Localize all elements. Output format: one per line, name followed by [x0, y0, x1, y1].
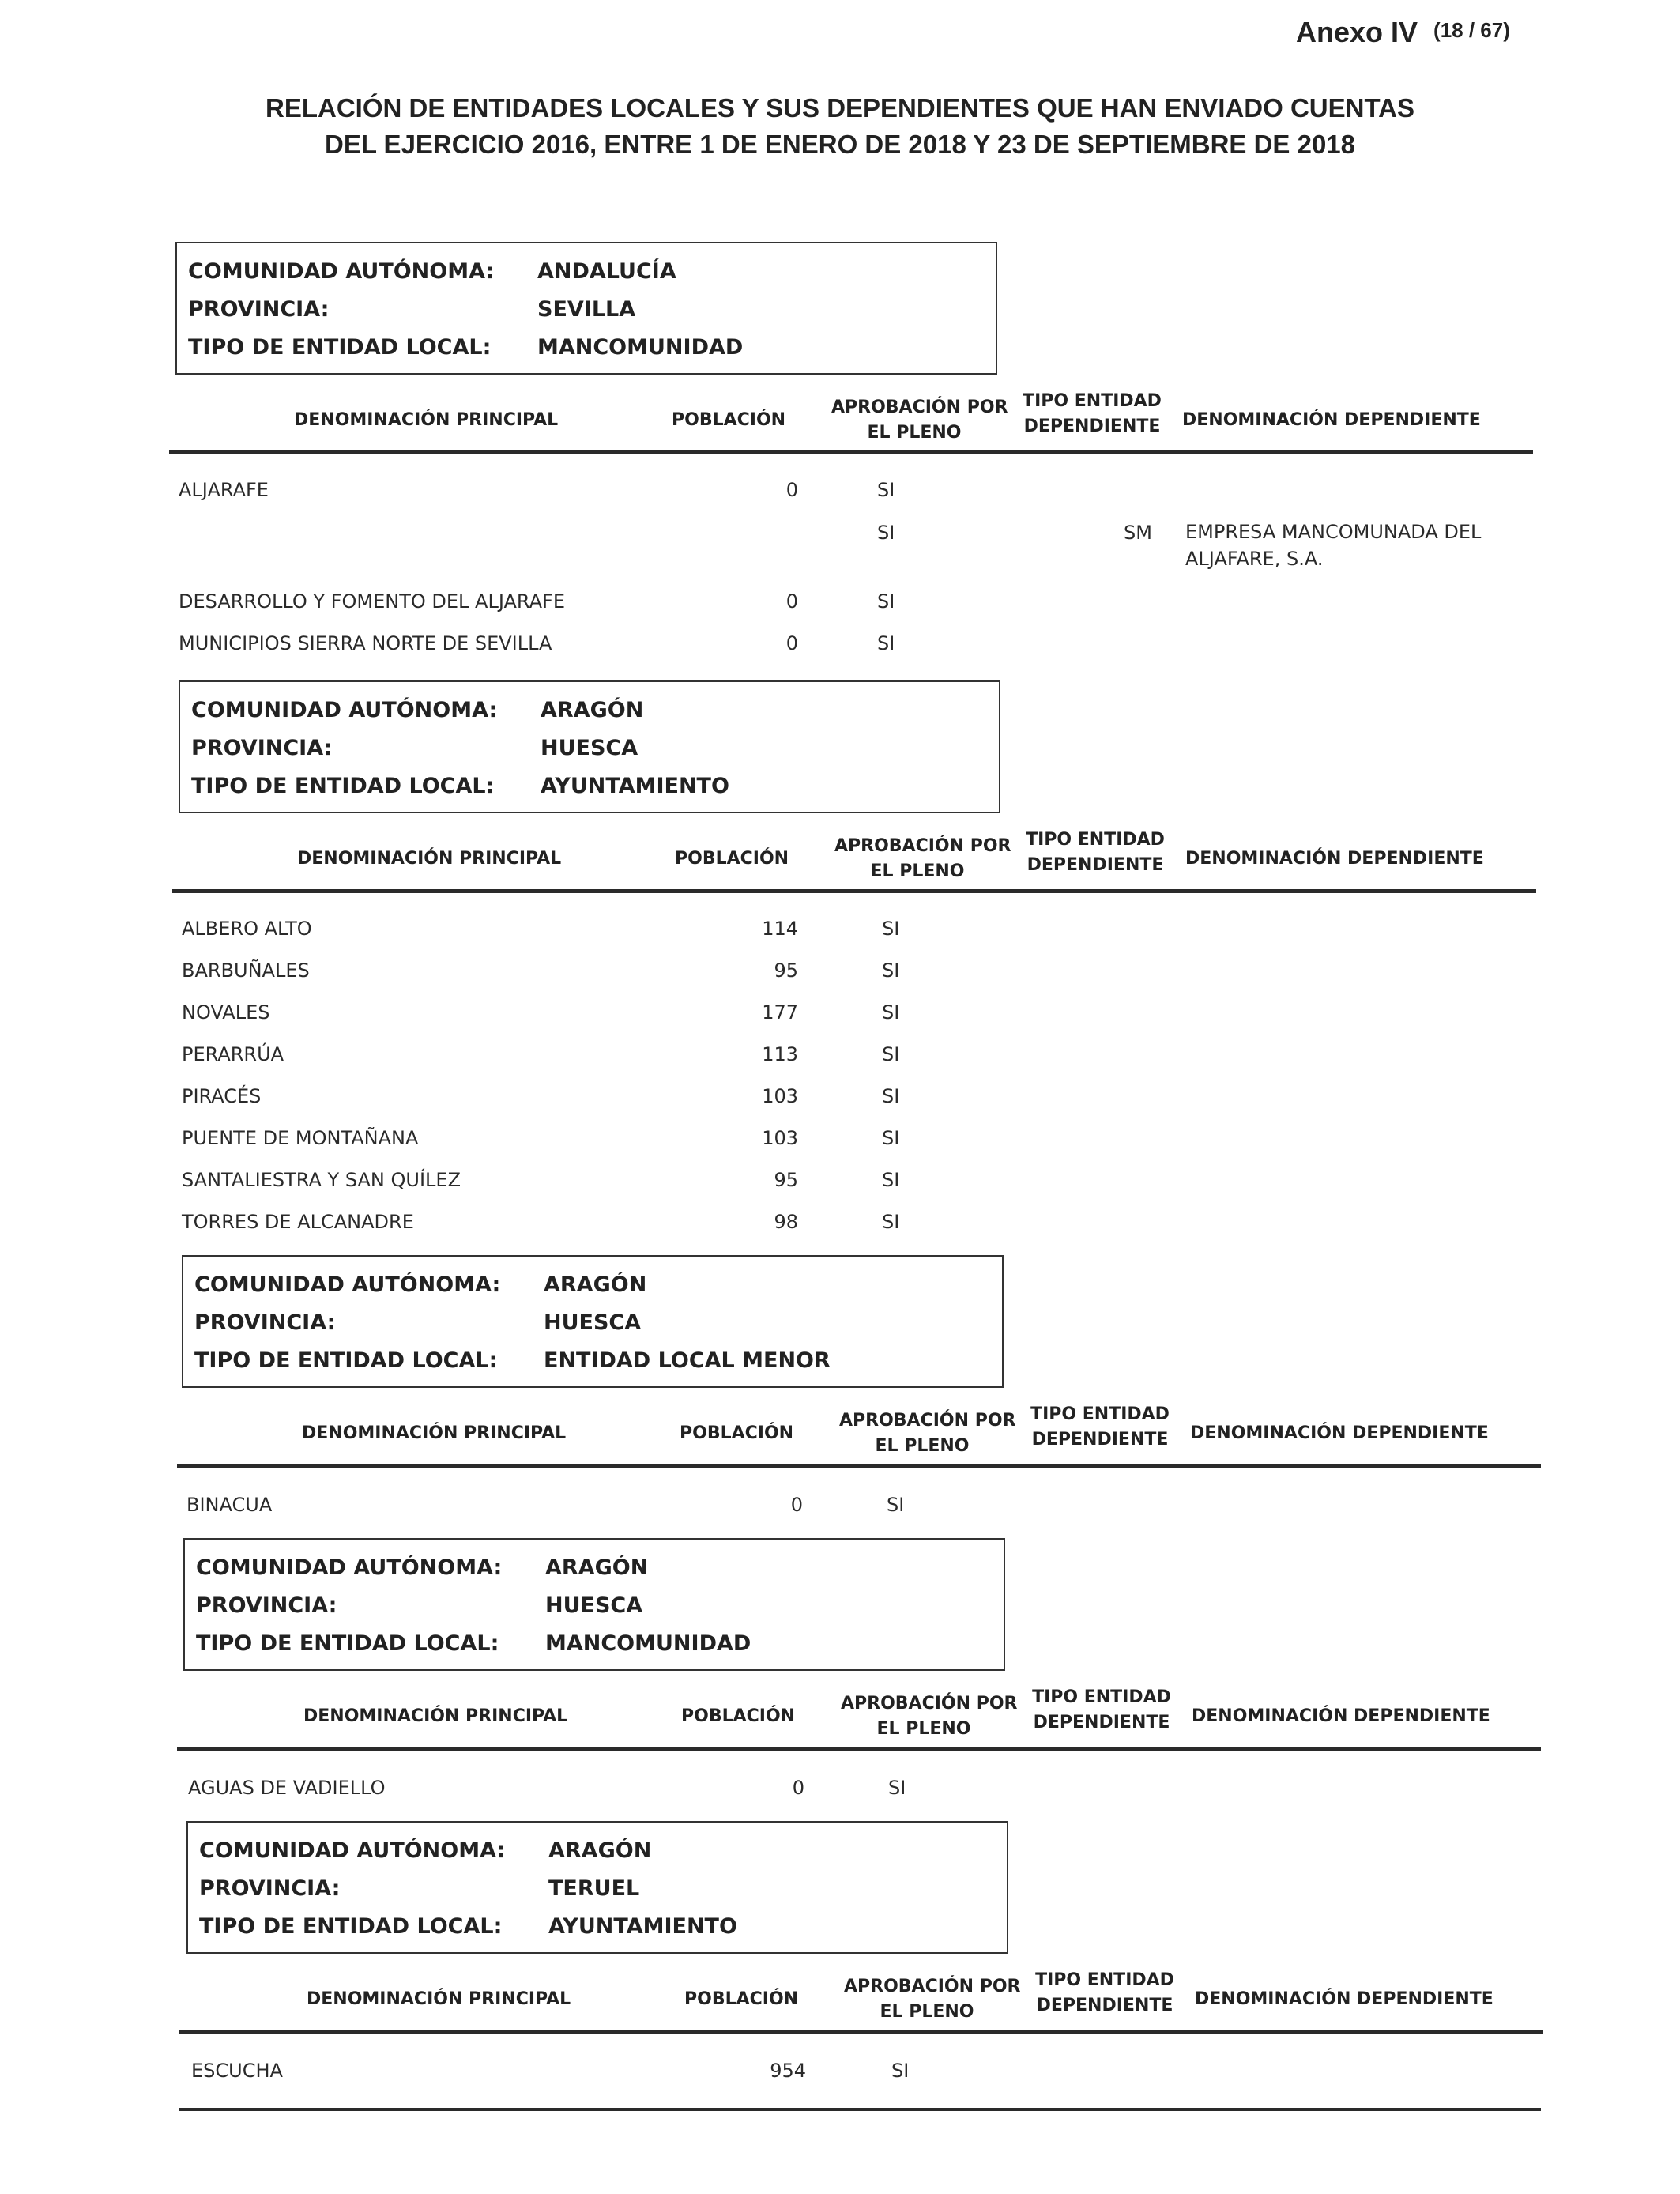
row-aprobacion: SI [891, 2060, 910, 2082]
col-tipo-line2: DEPENDIENTE [1023, 417, 1161, 436]
provincia-label: PROVINCIA: [196, 1593, 337, 1618]
col-aprobacion-line2: EL PLENO [880, 2002, 974, 2022]
comunidad-label: COMUNIDAD AUTÓNOMA: [196, 1555, 503, 1580]
row-aprobacion: SI [877, 590, 895, 613]
table-row [0, 1169, 1680, 1201]
comunidad-label: COMUNIDAD AUTÓNOMA: [194, 1272, 501, 1297]
col-poblacion: POBLACIÓN [680, 1423, 794, 1443]
table-row [0, 1127, 1680, 1159]
col-aprobacion [841, 1691, 1018, 1742]
row-poblacion: 95 [774, 959, 798, 982]
col-denominacion-principal: DENOMINACIÓN PRINCIPAL [303, 1706, 568, 1726]
row-aprobacion: SI [877, 479, 895, 501]
col-tipo-entidad [1035, 1968, 1174, 2019]
comunidad-value: ARAGÓN [548, 1838, 652, 1863]
row-name: ALBERO ALTO [182, 918, 312, 940]
col-denominacion-dependiente: DENOMINACIÓN DEPENDIENTE [1185, 849, 1484, 869]
tipo-label: TIPO DE ENTIDAD LOCAL: [199, 1914, 503, 1939]
row-aprobacion: SI [882, 1043, 900, 1065]
page-counter: (18 / 67) [1433, 18, 1510, 42]
col-tipo-line2: DEPENDIENTE [1033, 1713, 1170, 1732]
comunidad-label: COMUNIDAD AUTÓNOMA: [188, 259, 495, 284]
tipo-label: TIPO DE ENTIDAD LOCAL: [191, 774, 495, 798]
entity-info-box [183, 1538, 1005, 1671]
comunidad-value: ARAGÓN [544, 1272, 647, 1297]
entity-info-box [182, 1255, 1004, 1388]
table-row [0, 918, 1680, 949]
tipo-value: MANCOMUNIDAD [537, 335, 744, 360]
table-row [0, 1211, 1680, 1242]
comunidad-value: ARAGÓN [545, 1555, 649, 1580]
col-aprobacion-line2: EL PLENO [867, 423, 962, 443]
tipo-value: ENTIDAD LOCAL MENOR [544, 1348, 831, 1373]
row-denominacion-dependiente [1185, 518, 1481, 572]
dependiente-line2: ALJAFARE, S.A. [1185, 548, 1324, 570]
col-aprobacion-line2: EL PLENO [875, 1436, 970, 1456]
row-poblacion: 0 [785, 479, 798, 501]
row-name: NOVALES [182, 1001, 270, 1023]
col-aprobacion [831, 395, 1008, 446]
entity-info-box [186, 1821, 1008, 1954]
col-tipo-line1: TIPO ENTIDAD [1023, 391, 1162, 411]
comunidad-label: COMUNIDAD AUTÓNOMA: [199, 1838, 506, 1863]
provincia-value: SEVILLA [537, 297, 636, 322]
row-aprobacion: SI [882, 1085, 900, 1107]
table-row [0, 2060, 1680, 2091]
col-tipo-entidad [1026, 827, 1165, 878]
col-denominacion-principal: DENOMINACIÓN PRINCIPAL [297, 849, 562, 869]
row-aprobacion: SI [877, 632, 895, 654]
col-aprobacion [844, 1974, 1021, 2025]
col-tipo-line2: DEPENDIENTE [1036, 1996, 1173, 2015]
row-poblacion: 954 [770, 2060, 806, 2082]
col-aprobacion-line1: APROBACIÓN POR [841, 1694, 1018, 1713]
row-name: PERARRÚA [182, 1043, 284, 1065]
row-aprobacion: SI [882, 1169, 900, 1191]
tipo-value: AYUNTAMIENTO [548, 1914, 737, 1939]
header-rule [177, 1464, 1541, 1468]
row-aprobacion: SI [882, 1001, 900, 1023]
header-rule [177, 1747, 1541, 1751]
row-name: PIRACÉS [182, 1085, 262, 1107]
table-row [0, 1494, 1680, 1525]
row-name: PUENTE DE MONTAÑANA [182, 1127, 419, 1149]
row-name: BARBUÑALES [182, 959, 310, 982]
tipo-label: TIPO DE ENTIDAD LOCAL: [194, 1348, 498, 1373]
row-name: TORRES DE ALCANADRE [182, 1211, 414, 1233]
header-rule [172, 889, 1536, 893]
provincia-value: HUESCA [541, 736, 638, 760]
col-tipo-line1: TIPO ENTIDAD [1035, 1970, 1174, 1990]
row-aprobacion: SI [882, 1127, 900, 1149]
row-poblacion: 95 [774, 1169, 798, 1191]
col-tipo-entidad [1030, 1402, 1170, 1453]
table-row [0, 1043, 1680, 1075]
col-denominacion-dependiente: DENOMINACIÓN DEPENDIENTE [1195, 1989, 1494, 2009]
provincia-label: PROVINCIA: [191, 736, 333, 760]
row-tipo-dependiente: SM [1124, 522, 1152, 544]
annex-title: Anexo IV [1296, 16, 1418, 48]
row-aprobacion: SI [887, 1494, 905, 1516]
provincia-label: PROVINCIA: [199, 1876, 341, 1901]
table-row [0, 590, 1680, 622]
col-aprobacion-line1: APROBACIÓN POR [834, 836, 1011, 856]
col-tipo-line1: TIPO ENTIDAD [1032, 1687, 1171, 1707]
header-rule [169, 450, 1533, 454]
col-poblacion: POBLACIÓN [681, 1706, 796, 1726]
table-row [0, 1001, 1680, 1033]
col-denominacion-dependiente: DENOMINACIÓN DEPENDIENTE [1192, 1706, 1490, 1726]
col-aprobacion [834, 834, 1011, 884]
row-aprobacion: SI [882, 918, 900, 940]
title-line-1: RELACIÓN DE ENTIDADES LOCALES Y SUS DEPENDIENTES QUE HAN ENVIADO CUENTAS [265, 93, 1414, 123]
row-aprobacion: SI [888, 1777, 906, 1799]
row-poblacion: 114 [762, 918, 798, 940]
tipo-value: AYUNTAMIENTO [541, 774, 729, 798]
row-aprobacion: SI [877, 522, 895, 544]
dependiente-line1: EMPRESA MANCOMUNADA DEL [1185, 521, 1482, 543]
annex-label [1296, 16, 1510, 49]
col-aprobacion-line1: APROBACIÓN POR [839, 1411, 1016, 1431]
col-tipo-line1: TIPO ENTIDAD [1026, 830, 1165, 850]
col-denominacion-principal: DENOMINACIÓN PRINCIPAL [302, 1423, 567, 1443]
row-poblacion: 98 [774, 1211, 798, 1233]
tipo-label: TIPO DE ENTIDAD LOCAL: [188, 335, 492, 360]
table-end-rule [179, 2108, 1541, 2111]
row-name: ALJARAFE [179, 479, 269, 501]
col-denominacion-dependiente: DENOMINACIÓN DEPENDIENTE [1182, 410, 1481, 430]
row-poblacion: 177 [762, 1001, 798, 1023]
col-aprobacion-line1: APROBACIÓN POR [831, 398, 1008, 417]
col-denominacion-dependiente: DENOMINACIÓN DEPENDIENTE [1190, 1423, 1489, 1443]
row-poblacion: 103 [762, 1085, 798, 1107]
row-name: DESARROLLO Y FOMENTO DEL ALJARAFE [179, 590, 565, 613]
col-tipo-entidad [1032, 1685, 1171, 1736]
table-row [0, 959, 1680, 991]
row-aprobacion: SI [882, 959, 900, 982]
row-poblacion: 0 [792, 1777, 804, 1799]
entity-info-box [179, 680, 1000, 813]
table-row [0, 632, 1680, 664]
comunidad-label: COMUNIDAD AUTÓNOMA: [191, 698, 498, 722]
table-row [0, 521, 1680, 570]
tipo-value: MANCOMUNIDAD [545, 1631, 751, 1656]
col-poblacion: POBLACIÓN [684, 1989, 799, 2009]
row-poblacion: 0 [785, 632, 798, 654]
row-name: MUNICIPIOS SIERRA NORTE DE SEVILLA [179, 632, 552, 654]
col-poblacion: POBLACIÓN [672, 410, 786, 430]
comunidad-value: ANDALUCÍA [537, 259, 676, 284]
row-name: ESCUCHA [191, 2060, 283, 2082]
table-row [0, 1777, 1680, 1808]
col-tipo-line2: DEPENDIENTE [1026, 855, 1164, 875]
row-name: BINACUA [186, 1494, 273, 1516]
comunidad-value: ARAGÓN [541, 698, 644, 722]
col-tipo-line2: DEPENDIENTE [1031, 1430, 1169, 1449]
provincia-value: TERUEL [548, 1876, 640, 1901]
document-title [0, 90, 1680, 163]
col-poblacion: POBLACIÓN [675, 849, 789, 869]
col-aprobacion-line2: EL PLENO [870, 861, 965, 881]
tipo-label: TIPO DE ENTIDAD LOCAL: [196, 1631, 499, 1656]
col-aprobacion [839, 1408, 1016, 1459]
row-poblacion: 0 [785, 590, 798, 613]
col-tipo-entidad [1023, 389, 1162, 439]
entity-info-box [175, 242, 997, 375]
row-name: SANTALIESTRA Y SAN QUÍLEZ [182, 1169, 461, 1191]
col-aprobacion-line1: APROBACIÓN POR [844, 1977, 1021, 1996]
provincia-label: PROVINCIA: [194, 1310, 336, 1335]
col-denominacion-principal: DENOMINACIÓN PRINCIPAL [307, 1989, 571, 2009]
row-poblacion: 113 [762, 1043, 798, 1065]
row-poblacion: 0 [790, 1494, 803, 1516]
header-rule [179, 2030, 1543, 2034]
provincia-value: HUESCA [545, 1593, 643, 1618]
table-row [0, 479, 1680, 511]
row-poblacion: 103 [762, 1127, 798, 1149]
col-tipo-line1: TIPO ENTIDAD [1030, 1404, 1170, 1424]
row-aprobacion: SI [882, 1211, 900, 1233]
col-aprobacion-line2: EL PLENO [876, 1719, 971, 1739]
row-name: AGUAS DE VADIELLO [188, 1777, 386, 1799]
col-denominacion-principal: DENOMINACIÓN PRINCIPAL [294, 410, 559, 430]
provincia-label: PROVINCIA: [188, 297, 330, 322]
title-line-2: DEL EJERCICIO 2016, ENTRE 1 DE ENERO DE 2018 Y 23 DE SEPTIEMBRE DE 2018 [324, 130, 1355, 159]
table-row [0, 1085, 1680, 1117]
provincia-value: HUESCA [544, 1310, 642, 1335]
